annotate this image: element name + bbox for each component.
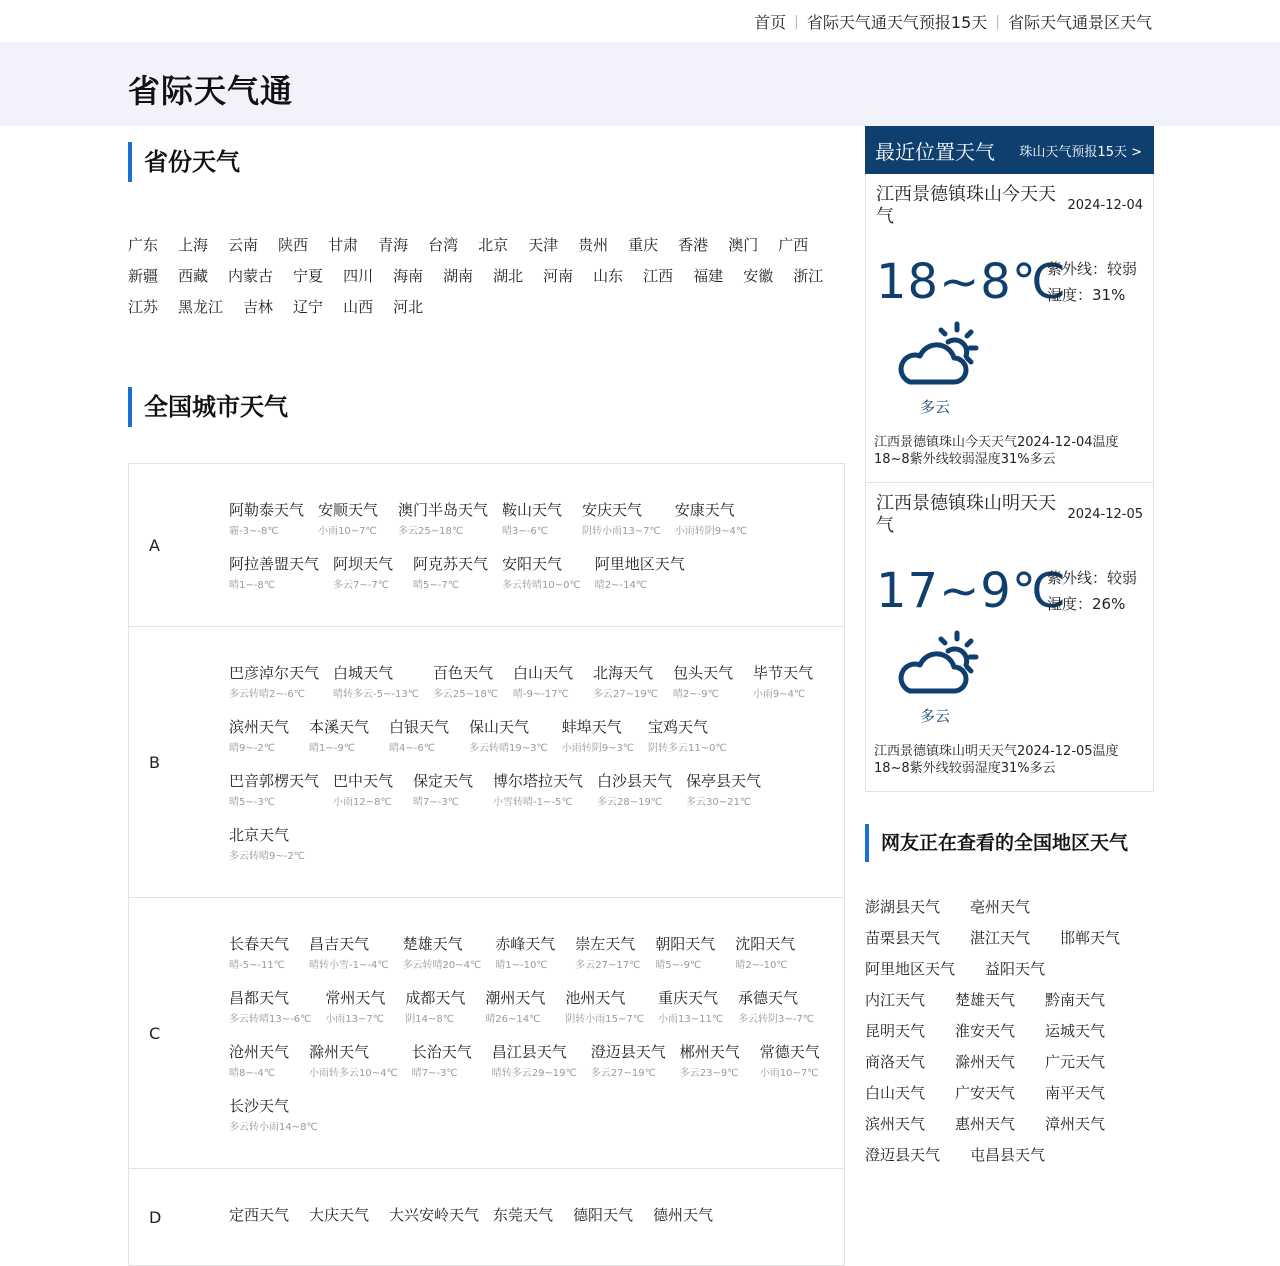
city-item [229, 1096, 318, 1134]
province-section-title: 省份天气 [128, 142, 845, 182]
city-item [412, 1042, 478, 1080]
city-link[interactable]: 白山天气 [512, 664, 573, 682]
city-link[interactable]: 阿克苏天气 [413, 555, 489, 573]
city-link[interactable]: 德州天气 [653, 1206, 714, 1224]
city-item [595, 554, 685, 592]
city-forecast: 多云转小雨14~8℃ [229, 1122, 318, 1133]
day-title: 江西景德镇珠山今天天气 [876, 184, 1056, 227]
city-forecast: 小雨9~4℃ [752, 689, 806, 700]
hot-list [865, 892, 1154, 1171]
city-section-title: 全国城市天气 [128, 387, 845, 427]
city-forecast: 多云转晴10~0℃ [502, 580, 581, 591]
city-forecast: 小雨10~7℃ [759, 1068, 819, 1079]
hot-region-link[interactable]: 楚雄天气 [955, 991, 1016, 1009]
city-forecast: 晴26~14℃ [485, 1014, 541, 1025]
hot-section-title: 网友正在查看的全国地区天气 [865, 824, 1154, 862]
city-item [562, 717, 634, 755]
city-item [582, 500, 661, 538]
province-link[interactable]: 山东 [593, 267, 624, 285]
weather-condition: 多云 [920, 707, 951, 725]
city-link[interactable]: 重庆天气 [658, 989, 719, 1007]
city-item [502, 500, 568, 538]
hot-region-link[interactable]: 昆明天气 [865, 1022, 926, 1040]
province-link[interactable]: 重庆 [628, 236, 659, 254]
city-link[interactable]: 澳门半岛天气 [398, 501, 489, 519]
city-forecast: 晴转多云-5~-13℃ [333, 689, 419, 700]
letter-group [129, 464, 844, 627]
province-link[interactable]: 安徽 [743, 267, 774, 285]
province-link[interactable]: 河南 [543, 267, 574, 285]
city-item [333, 771, 399, 809]
day-forecast-card [865, 483, 1154, 792]
uv-index: 紫外线：较弱 [1047, 569, 1138, 587]
city-item [495, 934, 561, 972]
province-link[interactable]: 台湾 [428, 236, 459, 254]
city-link[interactable]: 巴音郭楞天气 [229, 772, 320, 790]
hot-region-link[interactable]: 滁州天气 [955, 1053, 1016, 1071]
city-link[interactable]: 澄迈县天气 [590, 1043, 666, 1061]
city-link[interactable]: 长春天气 [229, 935, 290, 953]
city-item [333, 663, 419, 701]
city-item [485, 988, 551, 1026]
recent-location-title: 最近位置天气 [875, 139, 995, 164]
hot-region-link[interactable]: 惠州天气 [955, 1115, 1016, 1133]
group-letter: D [149, 1207, 162, 1227]
city-item [469, 717, 548, 755]
city-link[interactable]: 常德天气 [759, 1043, 820, 1061]
top-nav [754, 10, 1152, 33]
hot-region-link[interactable]: 澄迈县天气 [865, 1146, 941, 1164]
hot-region-link[interactable]: 运城天气 [1045, 1022, 1106, 1040]
forecast-15-link[interactable]: 珠山天气预报15天 > [1019, 144, 1142, 160]
main-column [128, 126, 845, 1266]
city-item [493, 1205, 559, 1231]
day-temperature: 18~8℃ [876, 254, 1067, 310]
day-temperature: 17~9℃ [876, 563, 1067, 619]
city-item [309, 1042, 398, 1080]
city-link[interactable]: 安庆天气 [582, 501, 643, 519]
city-link[interactable]: 滁州天气 [309, 1043, 370, 1061]
city-item [413, 771, 479, 809]
city-link[interactable]: 长治天气 [411, 1043, 472, 1061]
city-link[interactable]: 保定天气 [413, 772, 474, 790]
province-link[interactable]: 海南 [393, 267, 424, 285]
province-link[interactable]: 北京 [478, 236, 509, 254]
city-link[interactable]: 博尔塔拉天气 [493, 772, 584, 790]
city-table [128, 463, 845, 1266]
city-link[interactable]: 长沙天气 [229, 1097, 290, 1115]
city-link[interactable]: 东莞天气 [493, 1206, 554, 1224]
city-list [229, 627, 844, 897]
day-summary: 江西景德镇珠山今天天气2024-12-04温度18~8紫外线较弱湿度31%多云 [874, 435, 1119, 467]
province-link[interactable]: 山西 [343, 298, 374, 316]
city-item [760, 1042, 826, 1080]
city-forecast: 晴5~-7℃ [413, 580, 459, 591]
city-link[interactable]: 定西天气 [229, 1206, 290, 1224]
city-item [648, 717, 727, 755]
city-link[interactable]: 蚌埠天气 [561, 718, 622, 736]
city-link[interactable]: 朝阳天气 [655, 935, 716, 953]
province-link[interactable]: 贵州 [578, 236, 609, 254]
city-forecast: 阴转小雨13~7℃ [582, 526, 661, 537]
city-link[interactable]: 保山天气 [469, 718, 530, 736]
province-link[interactable]: 澳门 [728, 236, 759, 254]
hot-region-link[interactable]: 商洛天气 [865, 1053, 926, 1071]
site-title[interactable]: 省际天气通 [128, 72, 294, 110]
province-list [128, 230, 845, 323]
hot-region-link[interactable]: 湛江天气 [970, 929, 1031, 947]
province-link[interactable]: 吉林 [243, 298, 274, 316]
nav-forecast-15-link[interactable]: 省际天气通天气预报15天 [806, 13, 988, 32]
city-link[interactable]: 保亭县天气 [686, 772, 762, 790]
city-link[interactable]: 郴州天气 [679, 1043, 740, 1061]
top-bar [0, 0, 1280, 42]
city-item [309, 717, 375, 755]
city-link[interactable]: 承德天气 [738, 989, 799, 1007]
city-item [325, 988, 391, 1026]
city-item [398, 500, 488, 538]
city-link[interactable]: 阿里地区天气 [594, 555, 685, 573]
hot-region-link[interactable]: 阿里地区天气 [865, 960, 956, 978]
province-link[interactable]: 上海 [178, 236, 209, 254]
province-link[interactable]: 河北 [393, 298, 424, 316]
city-list [229, 464, 844, 626]
city-link[interactable]: 宝鸡天气 [648, 718, 709, 736]
city-forecast: 晴2~-10℃ [735, 960, 788, 971]
province-link[interactable]: 四川 [343, 267, 374, 285]
city-item [229, 554, 319, 592]
city-link[interactable]: 巴中天气 [333, 772, 394, 790]
province-link[interactable]: 甘肃 [328, 236, 359, 254]
province-link[interactable]: 黑龙江 [178, 298, 224, 316]
city-item [565, 988, 644, 1026]
city-item [433, 663, 499, 701]
city-link[interactable]: 鞍山天气 [502, 501, 563, 519]
city-forecast: 多云转晴20~4℃ [402, 960, 482, 971]
city-forecast: 晴4~-6℃ [389, 743, 435, 754]
province-link[interactable]: 广东 [128, 236, 159, 254]
day-details [1047, 256, 1137, 308]
city-item [229, 1205, 295, 1231]
city-link[interactable]: 崇左天气 [575, 935, 636, 953]
province-link[interactable]: 天津 [528, 236, 559, 254]
city-link[interactable]: 阿拉善盟天气 [229, 555, 320, 573]
group-letter: C [149, 1023, 161, 1043]
city-link[interactable]: 赤峰天气 [495, 935, 556, 953]
hot-region-link[interactable]: 屯昌县天气 [970, 1146, 1046, 1164]
city-forecast: 晴7~-3℃ [411, 1068, 458, 1079]
city-item [318, 500, 384, 538]
city-forecast: 霾-3~-8℃ [229, 526, 279, 537]
province-link[interactable]: 浙江 [793, 267, 824, 285]
city-link[interactable]: 昌江县天气 [491, 1043, 567, 1061]
city-item [658, 988, 724, 1026]
city-item [573, 1205, 639, 1231]
city-link[interactable]: 成都天气 [405, 989, 466, 1007]
city-forecast: 晴1~-8℃ [229, 580, 275, 591]
city-list [229, 1169, 844, 1265]
province-link[interactable]: 湖北 [493, 267, 524, 285]
city-link[interactable]: 昌都天气 [229, 989, 290, 1007]
nav-home-link[interactable]: 首页 [754, 13, 787, 32]
city-link[interactable]: 北京天气 [229, 826, 290, 844]
city-forecast: 晴5~-9℃ [655, 960, 702, 971]
city-link[interactable]: 毕节天气 [752, 664, 813, 682]
city-link[interactable]: 本溪天气 [309, 718, 370, 736]
day-date: 2024-12-04 [1067, 198, 1143, 213]
province-link[interactable]: 内蒙古 [228, 267, 274, 285]
city-forecast: 多云27~19℃ [592, 689, 658, 700]
city-link[interactable]: 潮州天气 [485, 989, 546, 1007]
city-forecast: 小雨13~11℃ [658, 1014, 724, 1025]
city-item [229, 771, 319, 809]
city-item [686, 771, 761, 809]
city-item [492, 1042, 577, 1080]
city-forecast: 多云转晴9~-2℃ [229, 851, 305, 862]
city-link[interactable]: 沈阳天气 [735, 935, 796, 953]
humidity: 湿度：26% [1047, 595, 1126, 613]
city-link[interactable]: 白城天气 [333, 664, 394, 682]
city-item [591, 1042, 666, 1080]
city-link[interactable]: 楚雄天气 [402, 935, 463, 953]
hot-region-link[interactable]: 滨州天气 [865, 1115, 926, 1133]
group-letter: B [149, 752, 160, 772]
uv-index: 紫外线：较弱 [1047, 260, 1138, 278]
city-forecast: 多云30~21℃ [686, 797, 752, 808]
city-item [403, 934, 482, 972]
nav-scenic-link[interactable]: 省际天气通景区天气 [1007, 13, 1152, 32]
city-item [229, 663, 319, 701]
city-forecast: 晴转小雪-1~-4℃ [309, 960, 389, 971]
province-link[interactable]: 湖南 [443, 267, 474, 285]
city-link[interactable]: 池州天气 [565, 989, 626, 1007]
day-summary: 江西景德镇珠山明天天气2024-12-05温度18~8紫外线较弱湿度31%多云 [874, 744, 1119, 776]
city-forecast: 小雨12~8℃ [333, 797, 392, 808]
city-link[interactable]: 白沙县天气 [597, 772, 673, 790]
city-item [229, 825, 305, 863]
site-banner [0, 42, 1280, 126]
city-link[interactable]: 大兴安岭天气 [389, 1206, 480, 1224]
city-forecast: 多云28~19℃ [597, 797, 663, 808]
city-item [675, 500, 747, 538]
city-item [229, 500, 304, 538]
hot-region-link[interactable]: 淮安天气 [955, 1022, 1016, 1040]
province-link[interactable]: 广西 [778, 236, 809, 254]
city-forecast: 晴-5~-11℃ [229, 960, 285, 971]
city-link[interactable]: 大庆天气 [309, 1206, 370, 1224]
city-link[interactable]: 安阳天气 [502, 555, 563, 573]
city-forecast: 多云25~18℃ [398, 526, 464, 537]
city-link[interactable]: 常州天气 [325, 989, 386, 1007]
letter-group [129, 898, 844, 1169]
city-item [680, 1042, 746, 1080]
city-forecast: 多云27~17℃ [575, 960, 641, 971]
city-forecast: 晴7~-3℃ [413, 797, 459, 808]
hot-region-link[interactable]: 亳州天气 [970, 898, 1031, 916]
city-item [229, 934, 295, 972]
city-item [229, 988, 311, 1026]
province-link[interactable]: 陕西 [278, 236, 309, 254]
city-item [389, 1205, 479, 1231]
city-forecast: 多云27~19℃ [590, 1068, 656, 1079]
province-link[interactable]: 福建 [693, 267, 724, 285]
nav-separator: | [794, 13, 799, 30]
hot-region-link[interactable]: 益阳天气 [985, 960, 1046, 978]
city-link[interactable]: 阿勒泰天气 [229, 501, 305, 519]
city-item [405, 988, 471, 1026]
city-item [309, 934, 389, 972]
city-forecast: 晴9~-2℃ [229, 743, 275, 754]
city-forecast: 阴转多云11~0℃ [648, 743, 727, 754]
letter-group [129, 1169, 844, 1265]
city-forecast: 多云转晴2~-6℃ [229, 689, 305, 700]
province-link[interactable]: 辽宁 [293, 298, 324, 316]
city-list [229, 898, 844, 1168]
hot-region-link[interactable]: 内江天气 [865, 991, 926, 1009]
city-forecast: 小雨转阴9~3℃ [561, 743, 635, 754]
city-forecast: 多云7~-7℃ [333, 580, 389, 591]
hot-region-link[interactable]: 白山天气 [865, 1084, 926, 1102]
city-link[interactable]: 德阳天气 [573, 1206, 634, 1224]
city-item [389, 717, 455, 755]
city-forecast: 多云25~18℃ [432, 689, 498, 700]
city-item [655, 934, 721, 972]
city-item [413, 554, 488, 592]
city-link[interactable]: 昌吉天气 [309, 935, 370, 953]
city-link[interactable]: 北海天气 [592, 664, 653, 682]
city-forecast: 多云23~9℃ [679, 1068, 739, 1079]
side-column [865, 126, 1154, 1171]
city-link[interactable]: 包头天气 [672, 664, 733, 682]
city-item [753, 663, 819, 701]
province-link[interactable]: 青海 [378, 236, 409, 254]
city-forecast: 晴3~-6℃ [502, 526, 548, 537]
partly-cloudy-icon [896, 320, 978, 388]
city-link[interactable]: 巴彦淖尔天气 [229, 664, 320, 682]
city-link[interactable]: 阿坝天气 [333, 555, 394, 573]
hot-region-link[interactable]: 广元天气 [1045, 1053, 1106, 1071]
city-link[interactable]: 百色天气 [432, 664, 493, 682]
city-item [229, 717, 295, 755]
city-forecast: 多云转晴19~3℃ [469, 743, 548, 754]
city-item [653, 1205, 719, 1231]
city-item [575, 934, 641, 972]
group-letter: A [149, 535, 160, 555]
hot-region-link[interactable]: 黔南天气 [1045, 991, 1106, 1009]
city-forecast: 晴转多云29~19℃ [491, 1068, 577, 1079]
hot-region-link[interactable]: 南平天气 [1045, 1084, 1106, 1102]
city-forecast: 阴转小雨15~7℃ [565, 1014, 645, 1025]
hot-region-link[interactable]: 广安天气 [955, 1084, 1016, 1102]
day-title: 江西景德镇珠山明天天气 [876, 493, 1056, 536]
day-details [1047, 565, 1137, 617]
city-item [309, 1205, 375, 1231]
city-link[interactable]: 安顺天气 [318, 501, 379, 519]
city-link[interactable]: 沧州天气 [229, 1043, 290, 1061]
city-forecast: 多云转晴13~-6℃ [229, 1014, 312, 1025]
city-forecast: 小雨13~7℃ [325, 1014, 385, 1025]
city-item [597, 771, 672, 809]
city-item [502, 554, 581, 592]
day-forecast-card [865, 174, 1154, 483]
city-forecast: 阴14~8℃ [405, 1014, 455, 1025]
city-forecast: 晴2~-9℃ [672, 689, 719, 700]
province-link[interactable]: 新疆 [128, 267, 159, 285]
province-link[interactable]: 宁夏 [293, 267, 324, 285]
city-item [735, 934, 801, 972]
city-item [333, 554, 399, 592]
hot-region-link[interactable]: 邯郸天气 [1060, 929, 1121, 947]
city-forecast: 晴5~-3℃ [229, 797, 275, 808]
hot-region-link[interactable]: 漳州天气 [1045, 1115, 1106, 1133]
city-forecast: 晴2~-14℃ [594, 580, 648, 591]
humidity: 湿度：31% [1047, 286, 1126, 304]
city-forecast: 多云转阴3~-7℃ [738, 1014, 814, 1025]
city-forecast: 小雨10~7℃ [318, 526, 377, 537]
day-cards [865, 174, 1154, 792]
city-link[interactable]: 滨州天气 [229, 718, 290, 736]
city-forecast: 小雨转阴9~4℃ [674, 526, 748, 537]
hot-region-link[interactable]: 澎湖县天气 [865, 898, 941, 916]
province-link[interactable]: 西藏 [178, 267, 209, 285]
city-item [673, 663, 739, 701]
nav-separator: | [995, 13, 1000, 30]
partly-cloudy-icon [896, 629, 978, 697]
city-item [229, 1042, 295, 1080]
day-date: 2024-12-05 [1067, 507, 1143, 522]
province-link[interactable]: 云南 [228, 236, 259, 254]
province-link[interactable]: 江苏 [128, 298, 159, 316]
city-forecast: 晴1~-10℃ [495, 960, 548, 971]
city-item [593, 663, 659, 701]
city-forecast: 晴-9~-17℃ [512, 689, 569, 700]
province-link[interactable]: 香港 [678, 236, 709, 254]
city-item [738, 988, 814, 1026]
city-link[interactable]: 安康天气 [674, 501, 735, 519]
hot-region-link[interactable]: 苗栗县天气 [865, 929, 941, 947]
weather-condition: 多云 [920, 398, 951, 416]
city-item [493, 771, 583, 809]
city-forecast: 晴1~-9℃ [309, 743, 355, 754]
recent-location-header [865, 126, 1154, 174]
city-forecast: 小雨转多云10~4℃ [309, 1068, 398, 1079]
city-forecast: 小雪转晴-1~-5℃ [493, 797, 573, 808]
province-link[interactable]: 江西 [643, 267, 674, 285]
letter-group [129, 627, 844, 898]
city-forecast: 晴8~-4℃ [229, 1068, 275, 1079]
city-link[interactable]: 白银天气 [389, 718, 450, 736]
city-item [513, 663, 579, 701]
